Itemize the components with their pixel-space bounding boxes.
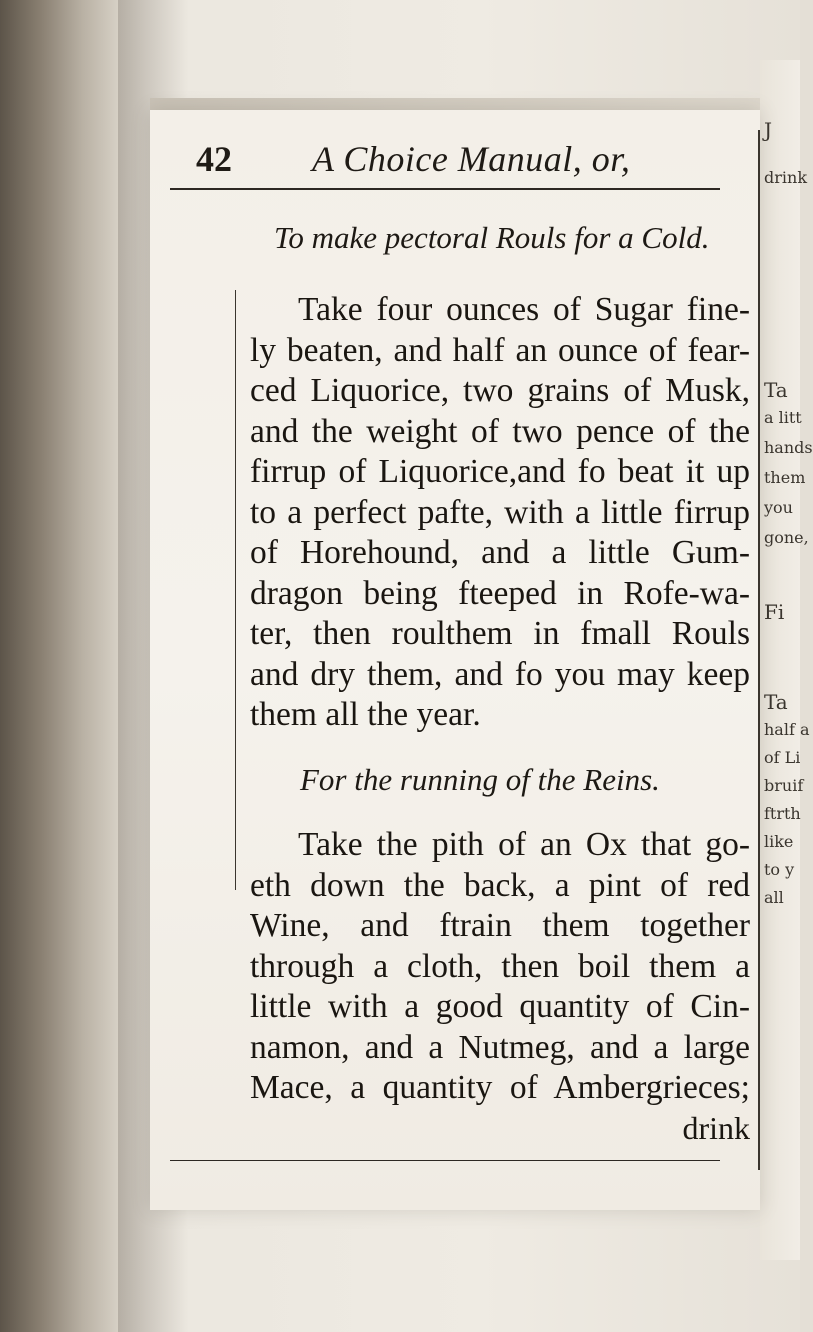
printed-page [150,110,760,1210]
catchword: drink [682,1110,750,1146]
facing-fragment: a litt [764,408,802,427]
facing-fragment: all [764,888,784,907]
foot-rule [170,1160,720,1161]
text-line: Take four ounces of Sugar fine- [298,291,750,328]
text-line: little with a good quantity of Cin- [250,988,750,1025]
recipe-running-reins [250,825,750,1109]
text-line: them all the year. [250,696,481,733]
head-rule [170,188,720,190]
text-line: ter, then roulthem in fmall Rouls [250,615,750,652]
facing-fragment: ftrth [764,804,801,823]
page-fold-line [758,130,760,1170]
text-line: namon, and a Nutmeg, and a large [250,1028,750,1066]
text-line: of Horehound, and a little Gum- [250,534,750,571]
text-line: eth down the back, a pint of red [250,866,750,904]
text-line: Take the pith of an Ox that go- [298,826,750,863]
margin-line [235,290,236,890]
facing-fragment: Ta [764,690,788,714]
facing-fragment: like [764,832,794,851]
text-line: Wine, and ftrain them together [250,907,750,944]
text-line: to a perfect pafte, with a little firrup [250,493,750,531]
facing-fragment: of Li [764,748,801,767]
text-line: ly beaten, and half an ounce of fear- [250,331,750,369]
section-title-pectoral-rouls: To make pectoral Rouls for a Cold. [274,220,710,255]
facing-fragment: hands [764,438,813,457]
text-line: and the weight of two pence of the [250,412,750,450]
running-title: A Choice Manual, or, [312,139,631,179]
text-line: dragon being fteeped in Rofe-wa- [250,574,750,612]
recipe-pectoral-rouls [250,290,750,736]
section-title-running-reins: For the running of the Reins. [300,762,660,797]
facing-fragment: Fi [764,600,785,624]
running-head [170,138,730,178]
facing-fragment: drink [764,168,808,187]
book-gutter [0,0,118,1332]
text-line: Mace, a quantity of Ambergrieces; [250,1069,750,1106]
facing-fragment: to y [764,860,795,879]
facing-fragment: gone, [764,528,809,547]
text-line: ced Liquorice, two grains of Musk, [250,372,750,409]
facing-fragment: bruif [764,776,804,795]
facing-fragment: them [764,468,806,487]
text-line: through a cloth, then boil them a [250,947,750,985]
facing-fragment: half a [764,720,810,739]
page-number: 42 [196,139,232,179]
facing-fragment: Ta [764,378,788,402]
facing-fragment: J [764,118,773,142]
facing-fragment: you [764,498,793,517]
text-line: firrup of Liquorice,and fo beat it up [250,453,750,490]
text-line: and dry them, and fo you may keep [250,655,750,693]
facing-page-edge [760,60,813,1260]
